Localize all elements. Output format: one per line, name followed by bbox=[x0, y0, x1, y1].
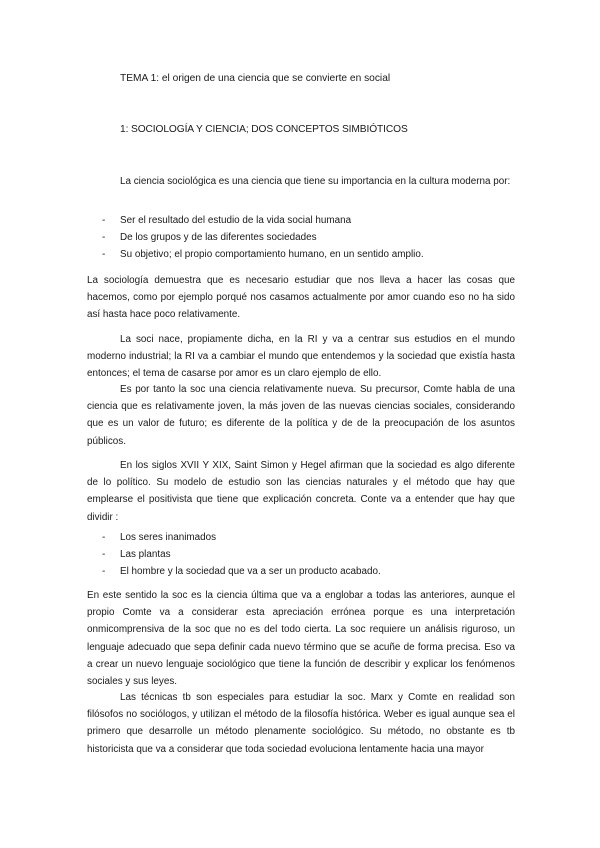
list-item: - De los grupos y de las diferentes sociedades bbox=[102, 229, 424, 246]
list-item: - El hombre y la sociedad que va a ser un producto acabado. bbox=[102, 563, 381, 580]
paragraph-6: En este sentido la soc es la ciencia última que va a englobar a todas las anteriores, aunque el propio Comte va a considerar esta apreciación errónea porque es una interpretación onmicomprensiva de la soc que no es del todo cierta. La soc requiere un análisis riguroso, un lenguaje adecuado que sepa definir cada nuevo término que se acuñe de forma precisa. Eso va a crear un nuevo lenguaje sociológico que tiene la función de describir y explicar los fenómenos sociales y sus leyes. bbox=[87, 590, 515, 688]
paragraph-1: La ciencia sociológica es una ciencia que tiene su importancia en la cultura moderna por: bbox=[120, 176, 511, 187]
paragraph-7: Las técnicas tb son especiales para estudiar la soc. Marx y Comte en realidad son filósofos no sociólogos, y utilizan el método de la filosofía histórica. Weber es igual aunque sea el primero que desarrolle un método plenamente sociológico. Su método, no obstante es tb historicista que va a considerar que toda sociedad evoluciona lentamente hacia una mayor bbox=[87, 692, 515, 755]
list-item: - Los seres inanimados bbox=[102, 529, 381, 546]
paragraph-2: La sociología demuestra que es necesario estudiar que nos lleva a hacer las cosas que hacemos, como por ejemplo porqué nos casamos actualmente por amor cuando eso no ha sido así hasta hace poco relativamente. bbox=[87, 275, 515, 321]
section-heading: 1: SOCIOLOGÍA Y CIENCIA; DOS CONCEPTOS SIMBIÓTICOS bbox=[120, 124, 408, 135]
document-title: TEMA 1: el origen de una ciencia que se convierte en social bbox=[120, 73, 391, 84]
bullet-list-1 bbox=[102, 212, 424, 264]
list-item: - Las plantas bbox=[102, 546, 381, 563]
list-item: - Su objetivo; el propio comportamiento humano, en un sentido amplio. bbox=[102, 246, 424, 263]
paragraph-4: Es por tanto la soc una ciencia relativamente nueva. Su precursor, Comte habla de una ciencia que es relativamente joven, la más joven de las nuevas ciencias sociales, considerando que es un valor de futuro; es diferente de la política y de de la preocupación de los asuntos públicos. bbox=[87, 384, 515, 447]
list-item: - Ser el resultado del estudio de la vida social humana bbox=[102, 212, 424, 229]
paragraph-5: En los siglos XVII Y XIX, Saint Simon y Hegel afirman que la sociedad es algo diferente de lo político. Su modelo de estudio son las ciencias naturales y el método que hay que emplearse el positivista que tiene que explicación concreta. Conte va a entender que hay que dividir : bbox=[87, 460, 515, 523]
paragraph-3: La soci nace, propiamente dicha, en la RI y va a centrar sus estudios en el mundo moderno industrial; la RI va a cambiar el mundo que entendemos y la sociedad que existía hasta entonces; el tema de casarse por amor es un claro ejemplo de ello. bbox=[87, 334, 515, 380]
bullet-list-2 bbox=[102, 529, 381, 581]
